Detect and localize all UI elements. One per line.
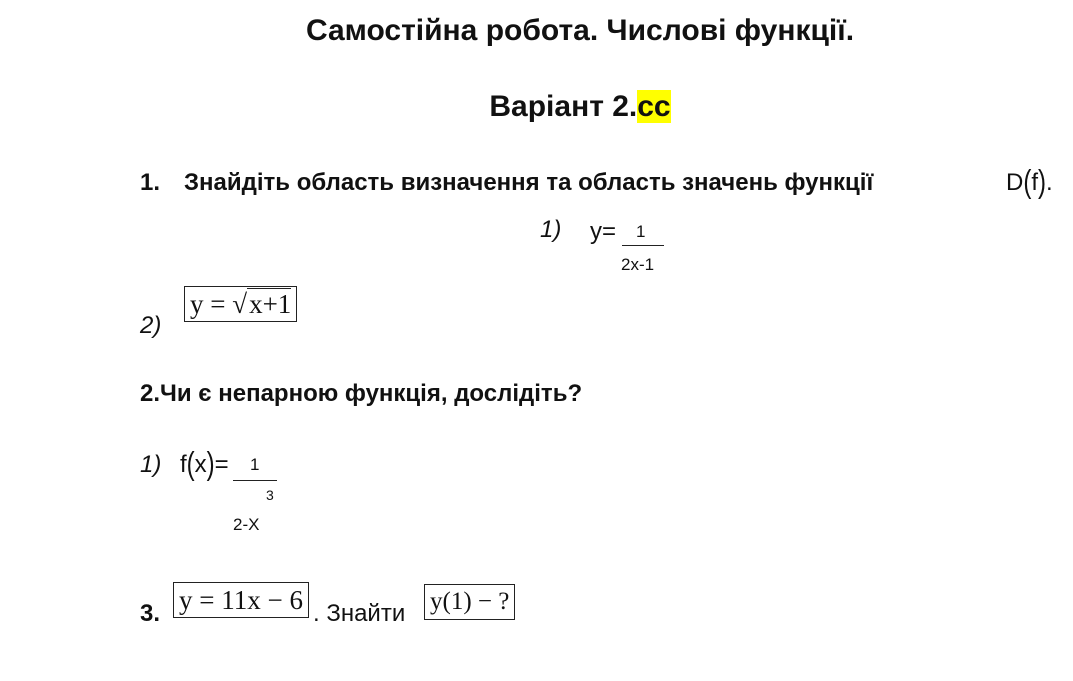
variant-highlight: cc (637, 90, 671, 123)
notation-d: D (1006, 169, 1024, 196)
variant-heading (0, 90, 1073, 124)
formula-y: y (190, 289, 204, 319)
formula-radicand: x+1 (249, 289, 292, 319)
task3-find-text: . Знайти (313, 600, 406, 627)
task1-item1-numerator: 1 (636, 222, 646, 241)
notation-rparen: ) (1038, 164, 1047, 201)
task1-item1-number: 1) (540, 216, 562, 243)
task2-item1-number: 1) (140, 451, 162, 478)
task3-query-box: y(1) − ? (424, 584, 515, 620)
task1-item2-number: 2) (140, 312, 162, 339)
task1-item1-fraction-bar (622, 245, 664, 246)
notation-lparen: ( (1023, 164, 1032, 201)
function-rparen: ) (206, 446, 215, 483)
notation-f: f (1031, 169, 1039, 196)
task1-item2-formula-box (184, 286, 297, 322)
task1-number: 1. (140, 169, 161, 196)
function-lparen: ( (186, 446, 195, 483)
function-x: x (194, 451, 207, 478)
task2-item1-fraction-bar (233, 480, 277, 481)
function-equals: = (214, 451, 229, 478)
task1-item1-denominator: 2x-1 (621, 255, 655, 274)
task2-item1-numerator: 1 (250, 455, 260, 474)
domain-notation (1006, 164, 1053, 201)
task2-item1-exponent: 3 (266, 487, 274, 503)
task2-title: 2.Чи є непарною функція, дослідіть? (140, 380, 583, 407)
task3-formula-box: y = 11x − 6 (173, 582, 309, 618)
page-title: Самостійна робота. Числові функції. (305, 14, 855, 47)
function-f: f (180, 451, 187, 478)
notation-dot: . (1046, 169, 1053, 196)
task2-item1-denominator: 2-X (233, 515, 260, 534)
variant-label: Варіант 2. (489, 90, 638, 123)
task2-item1-lhs (180, 446, 229, 483)
task1-text: Знайдіть область визначення та область значень функції (184, 169, 874, 196)
task1-item1-lhs: y= (590, 218, 617, 245)
sqrt-icon: √ (232, 289, 248, 319)
task3-number: 3. (140, 600, 161, 627)
formula-equals: = (203, 289, 233, 319)
